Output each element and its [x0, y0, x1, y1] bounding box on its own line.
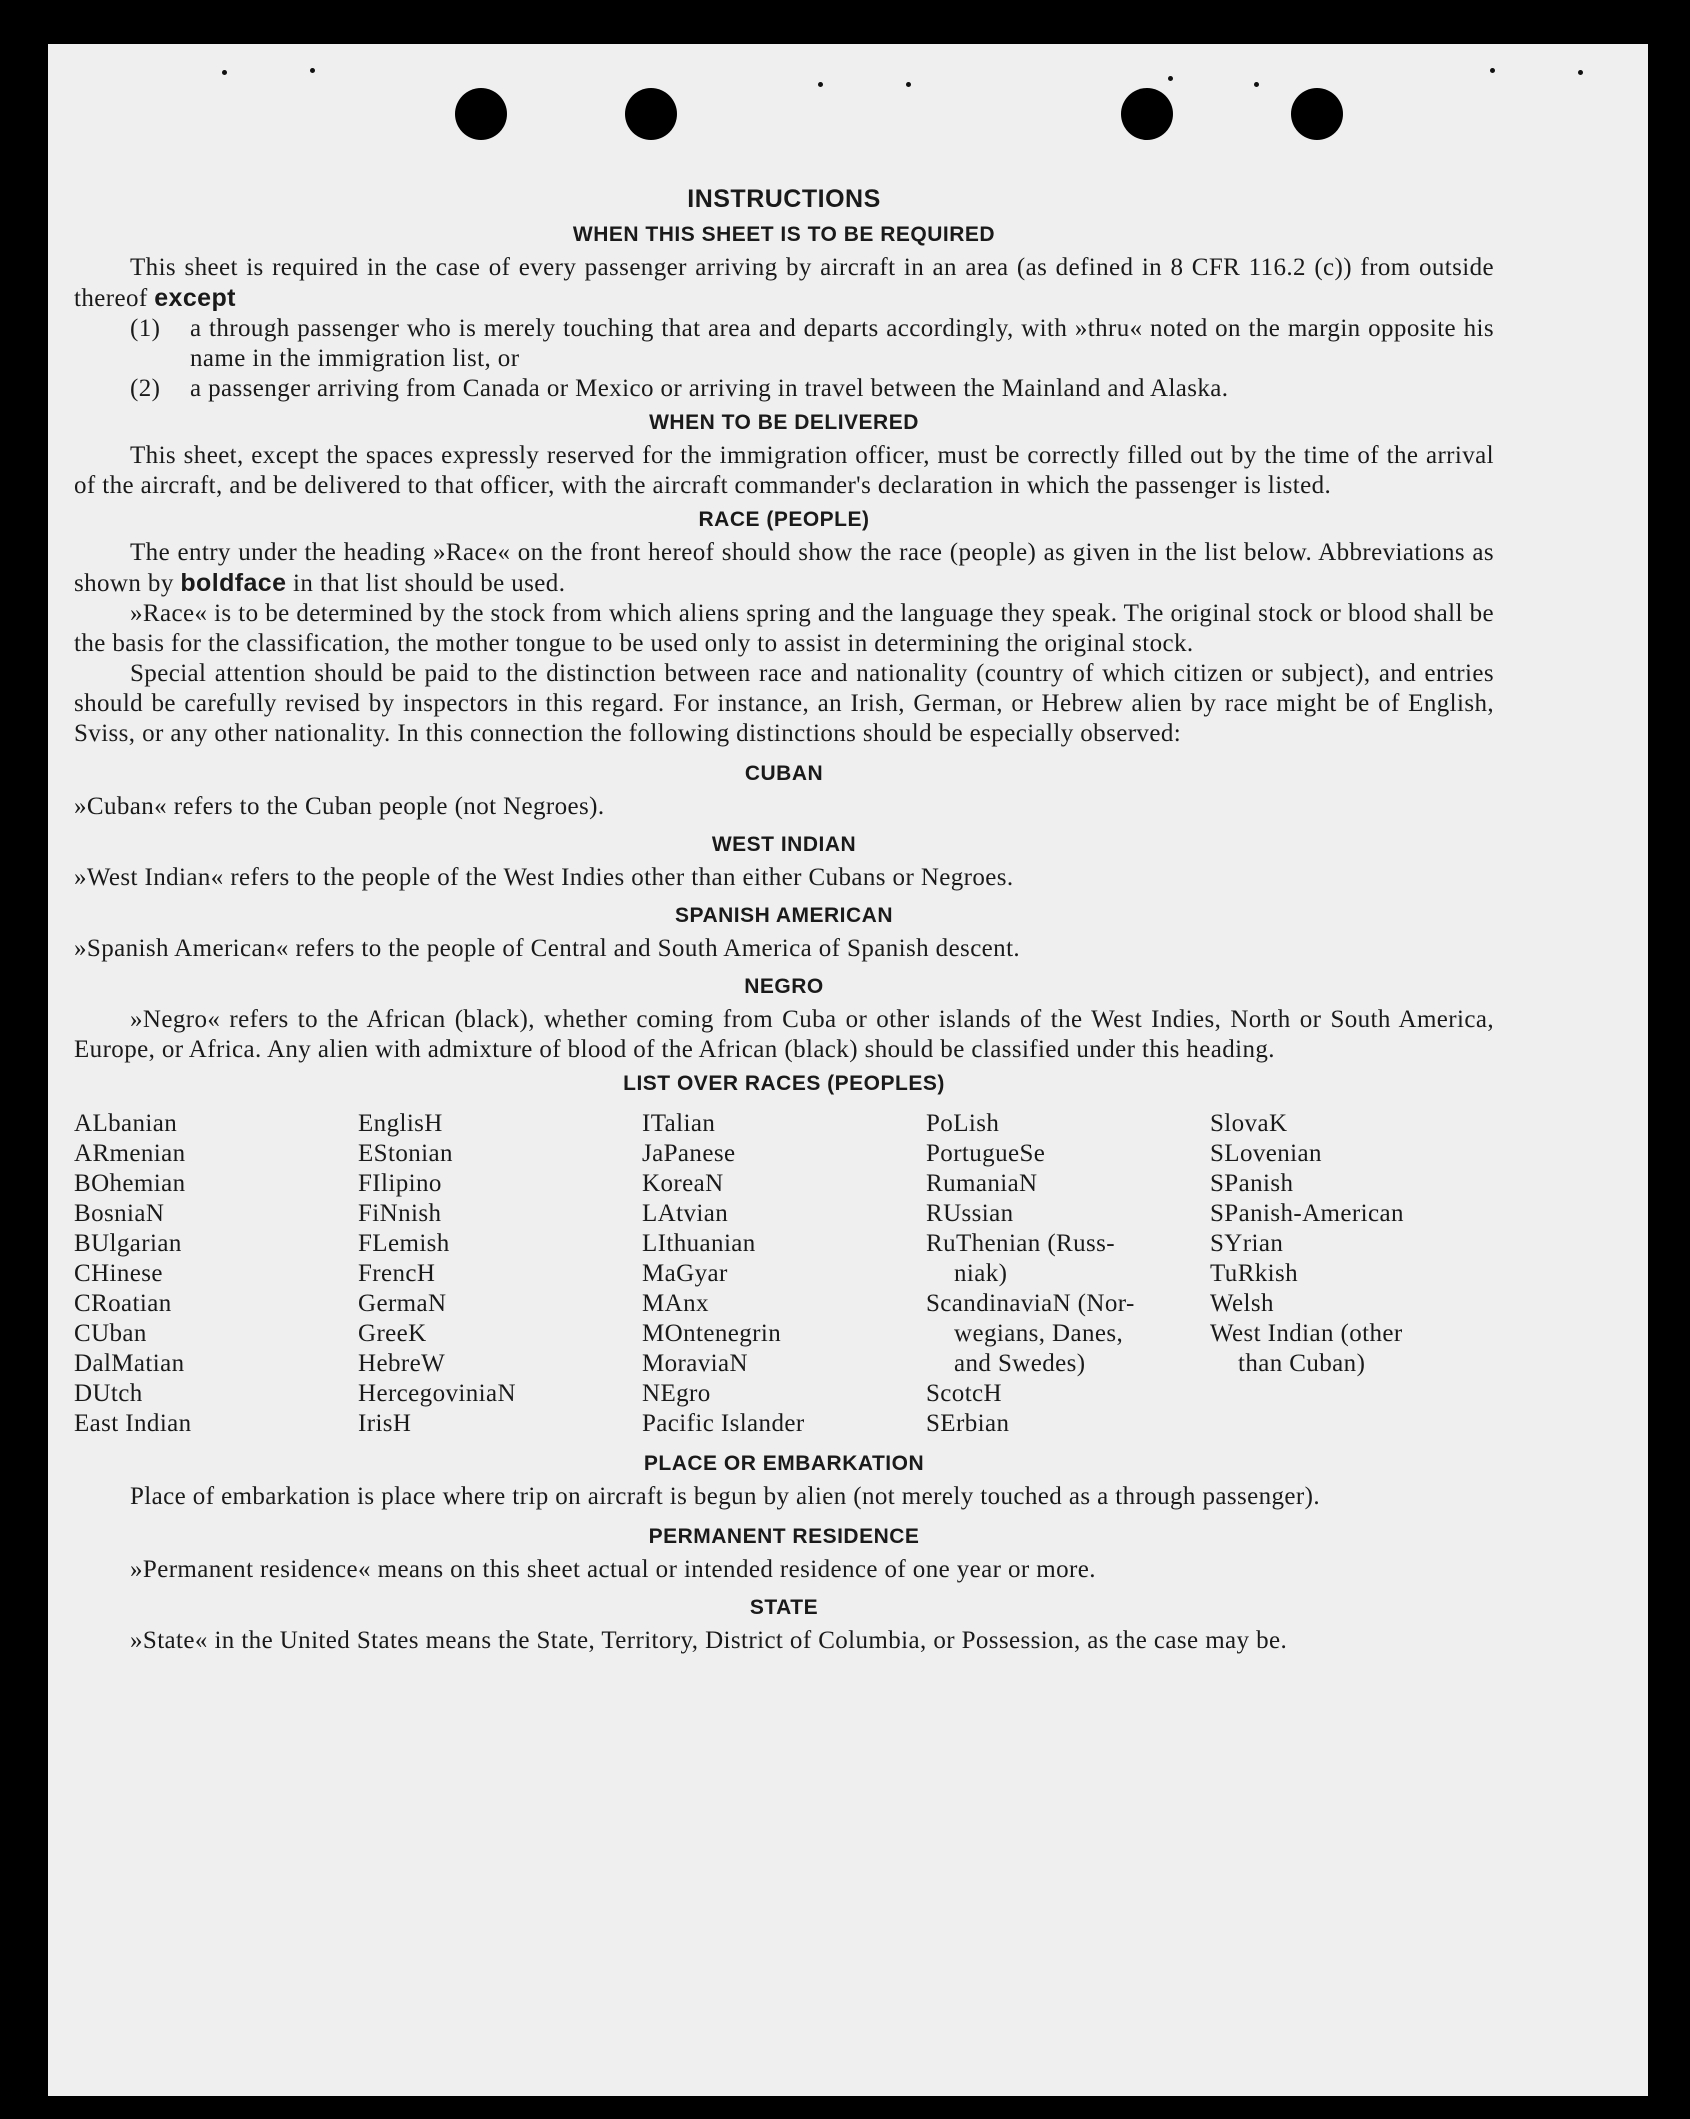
list-item: DalMatian — [74, 1350, 185, 1377]
list-item: CUban — [74, 1320, 147, 1347]
list-item: GermaN — [358, 1290, 447, 1317]
list-item-continuation: wegians, Danes, — [954, 1320, 1124, 1347]
heading-when-required: WHEN THIS SHEET IS TO BE REQUIRED — [572, 223, 996, 246]
heading-negro: NEGRO — [744, 975, 824, 998]
list-item: DUtch — [74, 1380, 143, 1407]
heading-permanent-residence: PERMANENT RESIDENCE — [648, 1525, 920, 1548]
heading-race: RACE (PEOPLE) — [698, 508, 870, 531]
list-item: ITalian — [642, 1110, 716, 1137]
list-item: East Indian — [74, 1410, 192, 1437]
list-item: ScandinaviaN (Nor- — [926, 1290, 1135, 1317]
heading-when-delivered: WHEN TO BE DELIVERED — [649, 411, 919, 434]
list-item: JaPanese — [642, 1140, 736, 1167]
list-item: IrisH — [358, 1410, 412, 1437]
list-item: MoraviaN — [642, 1350, 748, 1377]
list-item: ARmenian — [74, 1140, 186, 1167]
list-item: ScotcH — [926, 1380, 1002, 1407]
races-column-4 — [926, 1109, 1210, 1439]
list-item: SErbian — [926, 1410, 1010, 1437]
paragraph-cuban: »Cuban« refers to the Cuban people (not Negroes). — [74, 793, 605, 820]
list-item: PoLish — [926, 1110, 1000, 1137]
paragraph-required: This sheet is required in the case of every passenger arriving by aircraft in an area (as defined in 8 CFR 116.2 (c)) from outside thereof except — [74, 254, 1494, 312]
paragraph-state: »State« in the United States means the State, Territory, District of Columbia, or Possession, as the case may be. — [130, 1627, 1288, 1654]
punch-hole-4 — [1291, 88, 1343, 140]
speck — [1254, 82, 1259, 87]
list-item: BOhemian — [74, 1170, 186, 1197]
paragraph-race-stock: »Race« is to be determined by the stock from which aliens spring and the language they speak. The original stock or blood shall be the basis for the classification, the mother tongue to be used only to assist in determining the original stock. — [74, 600, 1494, 657]
speck — [1168, 76, 1173, 81]
list-item-continuation: and Swedes) — [954, 1350, 1086, 1377]
exception-list — [130, 314, 1494, 404]
punch-hole-3 — [1121, 88, 1173, 140]
list-item: RumaniaN — [926, 1170, 1038, 1197]
speck — [1578, 70, 1583, 75]
speck — [906, 82, 911, 87]
list-item: GreeK — [358, 1320, 427, 1347]
list-item: FIlipino — [358, 1170, 442, 1197]
list-item: NEgro — [642, 1380, 711, 1407]
list-item: FrencH — [358, 1260, 436, 1287]
list-item: CHinese — [74, 1260, 163, 1287]
list-item: SPanish-American — [1210, 1200, 1404, 1227]
list-item: MaGyar — [642, 1260, 728, 1287]
races-column-5 — [1210, 1109, 1494, 1439]
list-item: BosniaN — [74, 1200, 165, 1227]
speck — [818, 82, 823, 87]
list-item: CRoatian — [74, 1290, 172, 1317]
list-item: LIthuanian — [642, 1230, 756, 1257]
races-list — [74, 1109, 1494, 1439]
speck — [310, 68, 315, 73]
list-item: PortugueSe — [926, 1140, 1046, 1167]
list-item: TuRkish — [1210, 1260, 1299, 1287]
paragraph-permanent-residence: »Permanent residence« means on this sheet actual or intended residence of one year or more. — [130, 1556, 1096, 1583]
list-item: EnglisH — [358, 1110, 443, 1137]
list-item: Welsh — [1210, 1290, 1274, 1317]
list-item: LAtvian — [642, 1200, 729, 1227]
paragraph-race-entry: The entry under the heading »Race« on the front hereof should show the race (people) as given in the list below. Abbreviations as shown by boldface in that list should be used. — [74, 539, 1494, 597]
punch-hole-1 — [455, 88, 507, 140]
list-item: MAnx — [642, 1290, 709, 1317]
list-item: KoreaN — [642, 1170, 724, 1197]
list-item: West Indian (other — [1210, 1320, 1403, 1347]
races-column-3 — [642, 1109, 926, 1439]
heading-spanish-american: SPANISH AMERICAN — [674, 904, 893, 927]
speck — [222, 70, 227, 75]
list-item: SLovenian — [1210, 1140, 1322, 1167]
list-item: SYrian — [1210, 1230, 1284, 1257]
list-item-continuation: than Cuban) — [1238, 1350, 1366, 1377]
paragraph-west-indian: »West Indian« refers to the people of the West Indies other than either Cubans or Negroes. — [74, 864, 1014, 891]
paragraph-delivered: This sheet, except the spaces expressly reserved for the immigration officer, must be correctly filled out by the time of the arrival of the aircraft, and be delivered to that officer, with the aircraft commander's declaration in which the passenger is listed. — [74, 442, 1494, 499]
list-item: SPanish — [1210, 1170, 1294, 1197]
list-item: EStonian — [358, 1140, 453, 1167]
heading-cuban: CUBAN — [744, 762, 824, 785]
list-item: BUlgarian — [74, 1230, 182, 1257]
list-item: MOntenegrin — [642, 1320, 782, 1347]
heading-place-embarkation: PLACE OR EMBARKATION — [643, 1452, 925, 1475]
paragraph-embarkation: Place of embarkation is place where trip on aircraft is begun by alien (not merely touched as a through passenger). — [130, 1483, 1321, 1510]
punch-hole-2 — [625, 88, 677, 140]
page-title: INSTRUCTIONS — [687, 185, 881, 213]
list-item: FiNnish — [358, 1200, 442, 1227]
list-item: Pacific Islander — [642, 1410, 805, 1437]
document-sheet — [48, 44, 1648, 2096]
list-item: RUssian — [926, 1200, 1014, 1227]
list-item: (1) a through passenger who is merely touching that area and departs accordingly, with »thru« noted on the margin opposite his name in the immigration list, or — [130, 315, 1494, 372]
races-column-2 — [358, 1109, 642, 1439]
list-item: FLemish — [358, 1230, 450, 1257]
list-item: SlovaK — [1210, 1110, 1288, 1137]
heading-list-races: LIST OVER RACES (PEOPLES) — [623, 1072, 945, 1095]
list-item-continuation: niak) — [954, 1260, 1008, 1287]
list-item: ALbanian — [74, 1110, 178, 1137]
paragraph-negro: »Negro« refers to the African (black), whether coming from Cuba or other islands of the West Indies, North or South America, Europe, or Africa. Any alien with admixture of blood of the African (black) should be classified under this heading. — [74, 1006, 1494, 1063]
heading-west-indian: WEST INDIAN — [711, 833, 857, 856]
list-item: HercegoviniaN — [358, 1380, 516, 1407]
instructions-content — [74, 184, 1494, 1656]
list-item: HebreW — [358, 1350, 446, 1377]
speck — [1490, 68, 1495, 73]
list-item: RuThenian (Russ- — [926, 1230, 1116, 1257]
paragraph-spanish-american: »Spanish American« refers to the people of Central and South America of Spanish descent. — [74, 935, 1021, 962]
heading-state: STATE — [749, 1596, 819, 1619]
races-column-1 — [74, 1109, 358, 1439]
paragraph-race-nationality: Special attention should be paid to the distinction between race and nationality (country of which citizen or subject), and entries should be carefully revised by inspectors in this regard. For instance, an Irish, German, or Hebrew alien by race might be of English, Sviss, or any other nationality. In this connection the following distinctions should be especially observed: — [74, 660, 1494, 747]
list-item: (2) a passenger arriving from Canada or Mexico or arriving in travel between the Mainland and Alaska. — [130, 375, 1229, 402]
